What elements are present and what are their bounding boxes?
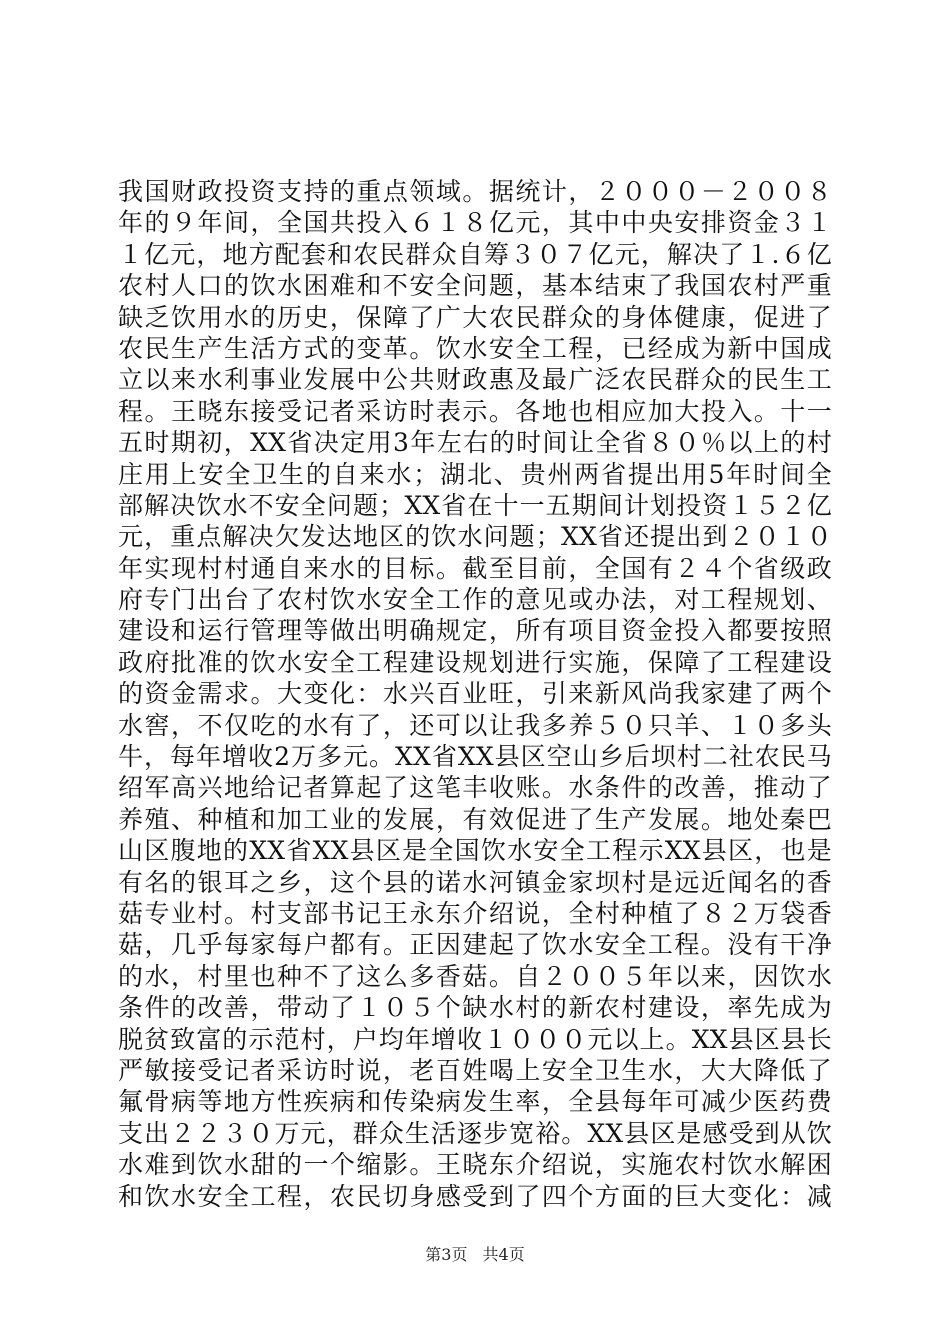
text-line: 的资金需求。大变化：水兴百业旺，引来新风尚我家建了两个 <box>118 679 832 709</box>
text-line: 缺乏饮用水的历史，保障了广大农民群众的身体健康，促进了 <box>118 302 832 332</box>
text-line: 政府批准的饮水安全工程建设规划进行实施，保障了工程建设 <box>118 647 832 677</box>
text-line: 和饮水安全工程，农民切身感受到了四个方面的巨大变化：减 <box>118 1181 832 1211</box>
text-line: 菇，几乎每家每户都有。正因建起了饮水安全工程。没有干净 <box>118 930 832 960</box>
text-line: 支出２２３０万元，群众生活逐步宽裕。XX县区是感受到从饮 <box>118 1118 832 1148</box>
text-line: 养殖、种植和加工业的发展，有效促进了生产发展。地处秦巴 <box>118 804 832 834</box>
text-line: 氟骨病等地方性疾病和传染病发生率，全县每年可减少医药费 <box>118 1087 832 1117</box>
page-number-current: 第3页 <box>425 1245 468 1264</box>
text-line: 的水，村里也种不了这么多香菇。自２００５年以来，因饮水 <box>118 961 832 991</box>
text-line: 五时期初，XX省决定用3年左右的时间让全省８０％以上的村 <box>118 428 832 458</box>
text-line: 严敏接受记者采访时说，老百姓喝上安全卫生水，大大降低了 <box>118 1055 832 1085</box>
text-line: 农民生产生活方式的变革。饮水安全工程，已经成为新中国成 <box>118 333 832 363</box>
text-line: 水难到饮水甜的一个缩影。王晓东介绍说，实施农村饮水解困 <box>118 1150 832 1180</box>
page-number-total: 共4页 <box>482 1245 525 1264</box>
text-line: 我国财政投资支持的重点领域。据统计，２０００－２００８ <box>118 177 832 206</box>
text-line: 程。王晓东接受记者采访时表示。各地也相应加大投入。十一 <box>118 396 832 426</box>
text-line: 绍军高兴地给记者算起了这笔丰收账。水条件的改善，推动了 <box>118 773 832 803</box>
text-line: 农村人口的饮水困难和不安全问题，基本结束了我国农村严重 <box>118 271 832 301</box>
body-text <box>118 176 832 1212</box>
text-line: 部解决饮水不安全问题；XX省在十一五期间计划投资１５２亿 <box>118 490 832 520</box>
text-line: 山区腹地的XX省XX县区是全国饮水安全工程示XX县区，也是 <box>118 836 832 866</box>
text-line: 庄用上安全卫生的自来水；湖北、贵州两省提出用5年时间全 <box>118 459 832 489</box>
text-line: 年的９年间，全国共投入６１８亿元，其中中央安排资金３１ <box>118 208 832 238</box>
text-line: 建设和运行管理等做出明确规定，所有项目资金投入都要按照 <box>118 616 832 646</box>
text-line: 菇专业村。村支部书记王永东介绍说，全村种植了８２万袋香 <box>118 898 832 928</box>
page-footer <box>0 1242 950 1265</box>
text-line: １亿元，地方配套和农民群众自筹３０７亿元，解决了１.６亿 <box>118 239 832 269</box>
text-line: 年实现村村通自来水的目标。截至目前，全国有２４个省级政 <box>118 553 832 583</box>
text-line: 立以来水利事业发展中公共财政惠及最广泛农民群众的民生工 <box>118 365 832 395</box>
text-line: 牛，每年增收2万多元。XX省XX县区空山乡后坝村二社农民马 <box>118 742 832 772</box>
text-line: 元，重点解决欠发达地区的饮水问题；XX省还提出到２０１０ <box>118 522 832 552</box>
text-line: 条件的改善，带动了１０５个缺水村的新农村建设，率先成为 <box>118 993 832 1023</box>
text-line: 脱贫致富的示范村，户均年增收１０００元以上。XX县区县长 <box>118 1024 832 1054</box>
text-line: 有名的银耳之乡，这个县的诺水河镇金家坝村是远近闻名的香 <box>118 867 832 897</box>
text-line: 府专门出台了农村饮水安全工作的意见或办法，对工程规划、 <box>118 585 832 615</box>
text-line: 水窖，不仅吃的水有了，还可以让我多养５０只羊、１０多头 <box>118 710 832 740</box>
